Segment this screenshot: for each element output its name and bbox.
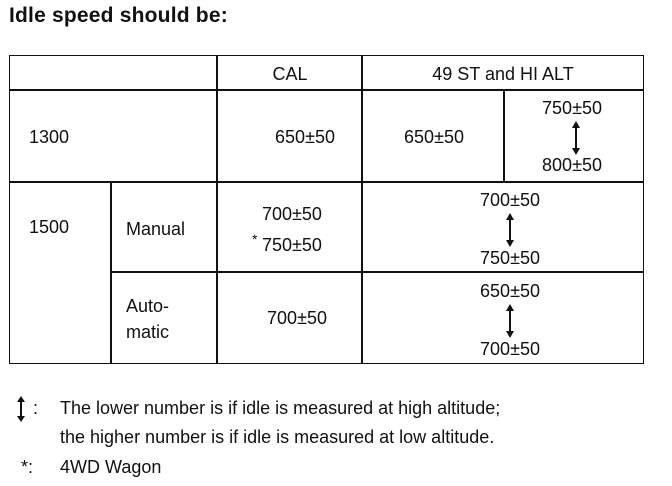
row-1300-engine-cell [9,89,218,183]
row-1300-alt-b-top: 750±50 [542,98,602,118]
row-1500-auto-alt-cell [361,271,644,364]
row-1500-engine-cell [9,181,112,364]
legend-star-text: 4WD Wagon [60,457,162,477]
row-1500-auto-alt-top: 650±50 [480,281,540,301]
row-1500-auto-cal: 700±50 [267,308,327,328]
row-1500-manual-cal-bottom: 750±50 [262,235,322,255]
header-blank-cell [9,55,218,91]
row-1500-manual-cal-top: 700±50 [262,204,322,224]
legend-double-arrow-icon [16,396,28,422]
row-1500-manual-trans-cell [110,181,218,273]
double-arrow-icon [570,121,582,155]
row-1300-cal-cell [216,89,363,183]
double-arrow-icon [504,304,516,338]
double-arrow-icon [504,213,516,247]
legend-star-symbol: *: [21,457,34,477]
row-1500-manual-trans: Manual [126,219,186,239]
row-1300-alt-a-cell [361,89,505,183]
legend-arrow-line1: The lower number is if idle is measured at high altitude; [60,398,501,418]
row-1500-auto-trans-line2: matic [126,322,170,342]
legend-arrow-line2: the higher number is if idle is measured at low altitude. [60,427,495,447]
header-alt-cell [361,55,644,91]
row-1500-manual-cal-cell [216,181,363,273]
row-1500-manual-alt-top: 700±50 [480,190,540,210]
row-1500-auto-trans-cell [110,271,218,364]
row-1300-engine: 1300 [29,127,70,147]
header-cal-cell [216,55,363,91]
row-1500-manual-cal-star: * [252,231,258,247]
header-cal: CAL [272,64,308,84]
row-1500-auto-cal-cell [216,271,363,364]
row-1500-manual-alt-bottom: 750±50 [480,248,540,268]
row-1500-auto-trans-line1: Auto- [126,296,170,316]
idle-speed-table [9,55,644,364]
row-1300-alt-a: 650±50 [404,127,464,147]
row-1500-manual-alt-cell [361,181,644,273]
row-1500-engine: 1500 [29,217,70,237]
row-1500-auto-alt-bottom: 700±50 [480,339,540,359]
row-1300-cal: 650±50 [275,127,335,147]
page-title: Idle speed should be: [9,4,228,27]
header-alt: 49 ST and HI ALT [432,64,574,84]
row-1300-alt-b-bottom: 800±50 [542,155,602,175]
legend-arrow-colon: : [33,398,39,418]
row-1300-alt-b-cell [503,89,644,183]
